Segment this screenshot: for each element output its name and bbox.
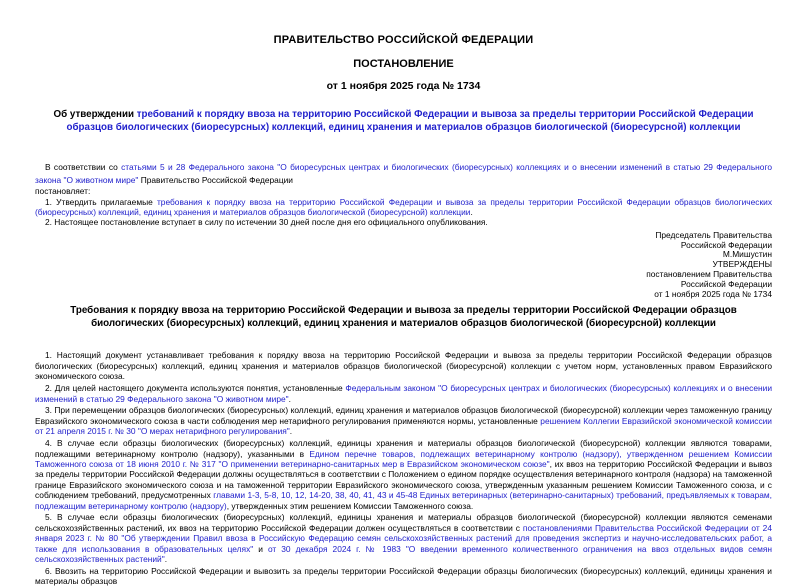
text-run: 3. При перемещении образцов биологических (биоресурсных) коллекций, единиц хранения и материалов образцов биологической (биоресурсной) коллекции через таможенную границу Евразийского экономического союза в части соблюдения мер нетарифного регулирования применяются нормы, установленные — [35, 405, 772, 426]
text-run: 5. В случае если образцы биологических (биоресурсных) коллекций, единицы хранения и материалы образцов биологической (биоресурсной) коллекции являются семенами сельскохозяйственных растений, их ввоз на территорию Российской Федерации должен осуществляться в соответствии с — [35, 512, 772, 533]
preamble-section — [35, 161, 772, 228]
text-run: 6. Ввозить на территорию Российской Федерации и вывозить за пределы территории Российской Федерации образцы биологических (биоресурсных) коллекций, единицы хранения и материалы образцов — [35, 566, 772, 587]
resolves-line — [35, 186, 772, 196]
text-run: , утвержденных этим решением Комиссии Таможенного союза. — [226, 500, 474, 511]
approval-line: от 1 ноября 2025 года № 1734 — [654, 288, 772, 299]
text-run: , их ввоз на территорию Российской Федерации и вывоз за пределы территории Российской Федерации должны осуществляться в соответствии с Положением о едином порядке осуществления ветеринарного контроля (надзора) на таможенной границе Евразийского экономического союза и на таможенной территории Евразийского экономического союза, утвержденным указанным решением Комиссии Таможенного союза, и с соблюдением требований, предусмотренных — [35, 458, 773, 501]
text-run: . — [470, 207, 473, 217]
annex-item-3 — [35, 405, 772, 436]
doc-link[interactable]: постановлениями Правительства Российской Федерации от 24 января 2023 г. № 80 "Об утверждении Правил ввоза в Российскую Федерацию семян сельскохозяйственных растений для проведения экспертиз и научно-исследовательских работ, а также для использования в образовательных целях" — [35, 522, 772, 554]
annex-item-1 — [35, 350, 772, 381]
annex-item-4 — [35, 438, 772, 511]
text-run: 1. Утвердить прилагаемые — [45, 196, 157, 207]
signature-lines — [35, 231, 772, 260]
text-run: постановляет: — [35, 186, 91, 197]
text-run: 4. В случае если образцы биологических (биоресурсных) коллекций, единицы хранения и материалы образцов биологической (биоресурсной) коллекции являются товарами, подлежащими ветеринарному контролю (надзору), указанными в — [35, 438, 772, 459]
text-run: Об утверждении — [53, 109, 137, 120]
signature-line: Российской Федерации — [680, 239, 772, 250]
signature-block — [35, 231, 772, 300]
doc-link[interactable]: статьями 5 и 28 Федерального закона "О биоресурсных центрах и биологических (биоресурсных) коллекциях и о внесении изменений в статью 29 Федерального закона "О животном мире" — [35, 162, 772, 185]
approval-line: постановлением Правительства — [646, 269, 772, 279]
text-run: Правительство Российской Федерации — [138, 174, 293, 185]
signature-line: Председатель Правительства — [655, 229, 772, 240]
approval-lines — [35, 260, 772, 299]
doc-link[interactable]: требований к порядку ввоза на территорию Российской Федерации и вывоза за пределы территории Российской Федерации образцов биологических (биоресурсных) коллекций, единиц хранения и материалов образцов биологической (биоресурсной) коллекции — [66, 109, 754, 133]
text-run: . — [288, 393, 291, 404]
doc-link[interactable]: решением Коллегии Евразийской экономической комиссии от 21 апреля 2015 г. № 30 "О мерах нетарифного регулирования" — [35, 415, 772, 437]
doc-link[interactable]: Федеральным законом "О биоресурсных центрах и биологических (биоресурсных) коллекциях и о внесении изменений в статью 29 Федерального закона "О животном мире" — [35, 383, 772, 404]
document-type: ПОСТАНОВЛЕНИЕ — [353, 58, 454, 70]
approval-line: УТВЕРЖДЕНЫ — [712, 259, 772, 270]
text-run: 2. Настоящее постановление вступает в силу по истечении 30 дней после дня его официального опубликования. — [45, 217, 488, 228]
annex-title: Требования к порядку ввоза на территорию Российской Федерации и вывоза за пределы территории Российской Федерации образцов биологических (биоресурсных) коллекций, единиц хранения и материалов образцов биологической (биоресурсной) коллекции — [70, 305, 737, 329]
preamble-paragraph — [35, 161, 772, 186]
doc-link[interactable]: от 30 декабря 2024 г. № 1983 "О введении временного количественного ограничения на ввоз отдельных видов семян сельскохозяйственных растений" — [35, 543, 772, 565]
signature-line: М.Мишустин — [722, 249, 772, 260]
document-title — [35, 108, 772, 134]
text-run: В соответствии со — [45, 162, 122, 172]
document-header — [35, 34, 772, 92]
text-run: и — [253, 543, 268, 554]
doc-link[interactable]: главами 1-3, 5-8, 10, 12, 14-20, 38, 40, 41, 43 и 45-48 Единых ветеринарных (ветеринарно-санитарных) требований, предъявляемых к товарам, подлежащим ветеринарному контролю (надзору) — [35, 490, 772, 511]
issuing-authority: ПРАВИТЕЛЬСТВО РОССИЙСКОЙ ФЕДЕРАЦИИ — [273, 34, 534, 46]
doc-link[interactable]: Едином перечне товаров, подлежащих ветеринарному контролю (надзору), утвержденном решением Комиссии Таможенного союза от 18 июня 2010 г. № 317 "О применении ветеринарно-санитарных мер в Евразийском экономическом союзе" — [35, 448, 772, 469]
text-run: 1. Настоящий документ устанавливает требования к порядку ввоза на территорию Российской Федерации и вывоза за пределы территории Российской Федерации образцов биологических (биоресурсных) коллекций, единиц хранения и материалов образцов биологической (биоресурсной) коллекции с учетом норм, установленных правом Евразийского экономического союза. — [35, 350, 772, 382]
text-run: . — [289, 426, 293, 437]
document-date-number: от 1 ноября 2025 года № 1734 — [326, 80, 481, 92]
text-run: 2. Для целей настоящего документа используются понятия, установленные — [45, 383, 346, 394]
text-run: . — [164, 554, 168, 565]
annex-item-5 — [35, 512, 772, 564]
approval-line: Российской Федерации — [680, 278, 772, 289]
annex-body — [35, 350, 772, 586]
doc-link[interactable]: требования к порядку ввоза на территорию Российской Федерации и вывоза за пределы территории Российской Федерации образцов биологических (биоресурсных) коллекций, единиц хранения и материалов образцов биологической (биоресурсной) коллекции — [35, 196, 773, 217]
decree-item-1 — [35, 197, 772, 218]
annex-item-6 — [35, 566, 772, 587]
annex-item-2 — [35, 383, 772, 404]
decree-item-2 — [35, 217, 772, 227]
